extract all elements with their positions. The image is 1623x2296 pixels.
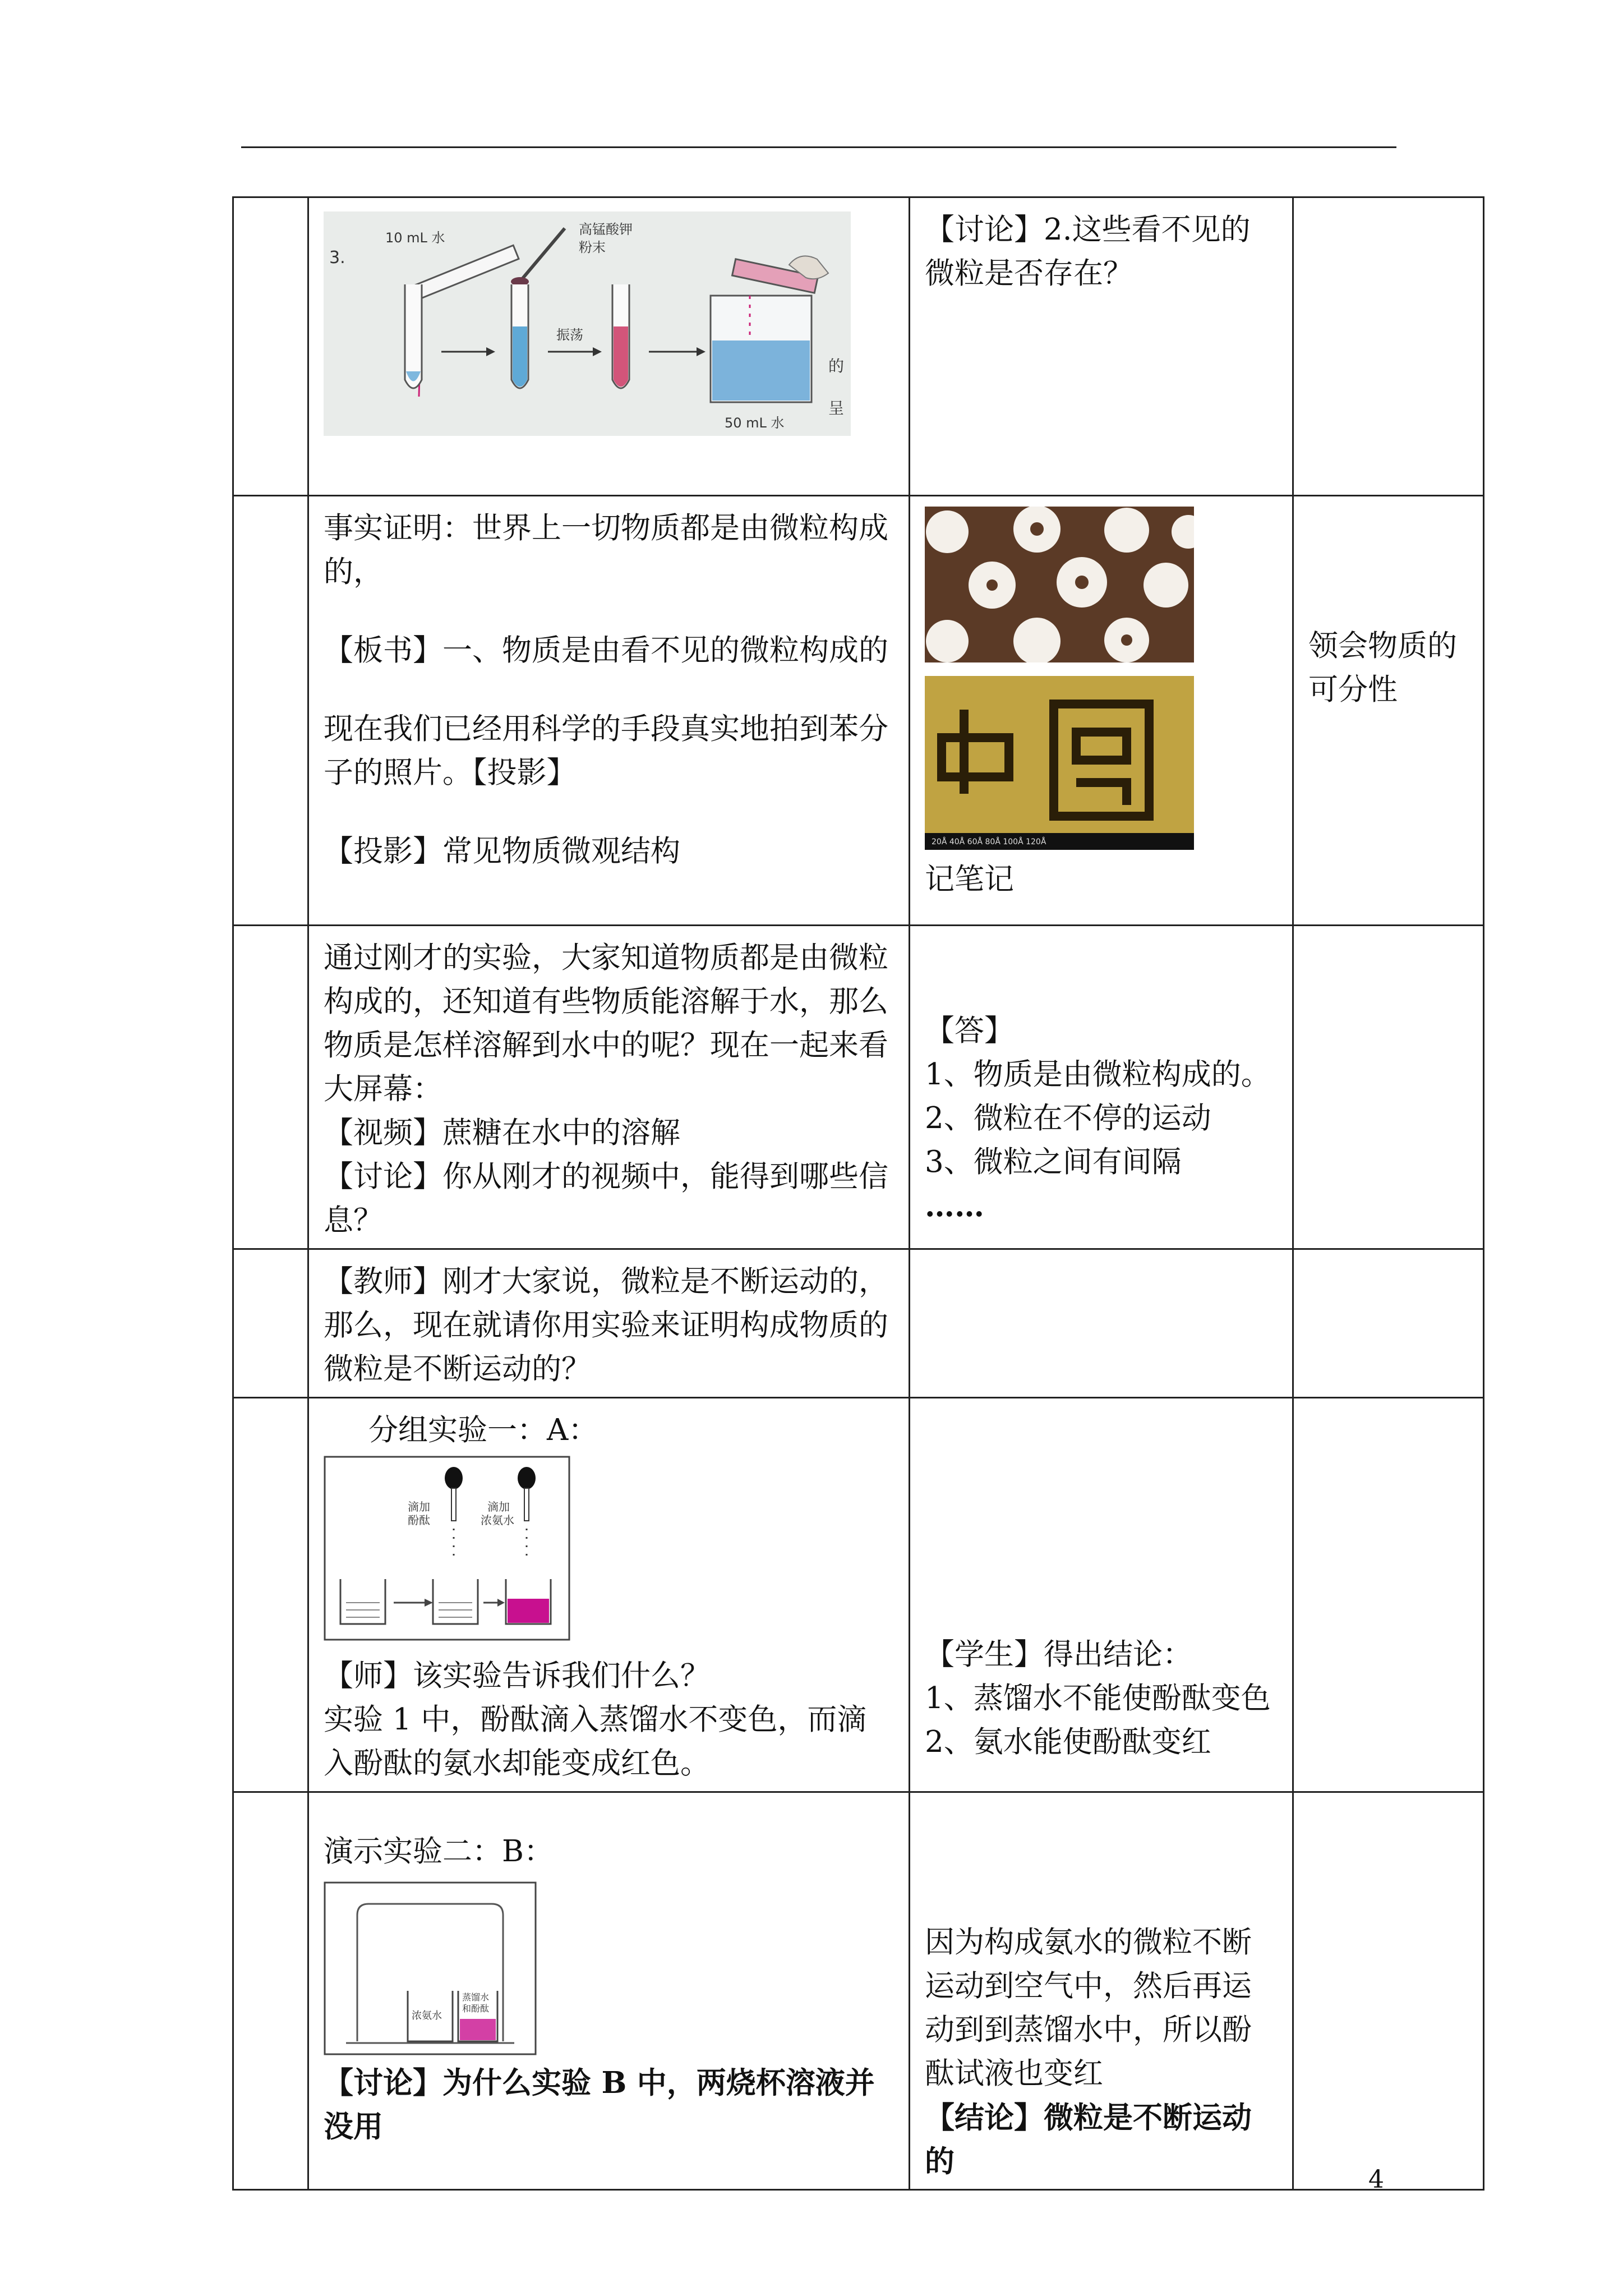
experiment-one-title: 分组实验一：A：: [368, 1413, 598, 1447]
beaker-label-phenol: 蒸馏水和酚酞: [462, 1992, 490, 2014]
fact-statement: 事实证明：世界上一切物质都是由微粒构成的，: [324, 511, 888, 589]
stage-cell: [233, 496, 308, 926]
discussion-question-b: 【讨论】为什么实验 B 中，两烧杯溶液并没用: [324, 2065, 875, 2144]
discussion-question: 【讨论】2.这些看不见的微粒是否存在？: [925, 213, 1251, 291]
teaching-intent: 领会物质的可分性: [1308, 629, 1457, 707]
table-row: [233, 197, 1484, 496]
teacher-cell: [308, 496, 910, 926]
experiment-one-explanation: 实验 1 中，酚酞滴入蒸馏水不变色，而滴入酚酞的氨水却能变成红色。: [324, 1703, 867, 1780]
transition-text: 通过刚才的实验，大家知道物质都是由微粒构成的，还知道有些物质能溶解于水，那么物质是怎样溶解到水中的呢？现在一起来看大屏幕：: [324, 941, 888, 1106]
student-conclusion-1: 1、蒸馏水不能使酚酞变色: [925, 1681, 1271, 1715]
table-row: [233, 1398, 1484, 1792]
conclusion-b: 【结论】微粒是不断运动的: [925, 2100, 1252, 2179]
teacher-cell: [308, 1398, 910, 1792]
photo-scale: 20Å 40Å 60Å 80Å 100Å 120Å: [932, 838, 1046, 846]
page-number: 4: [1368, 2165, 1384, 2194]
answer-point-2: 2、微粒在不停的运动: [925, 1101, 1211, 1135]
cut-text-1: 的: [828, 357, 845, 375]
teacher-cell: [308, 197, 910, 496]
student-cell: [910, 197, 1293, 496]
water-label: 10 mL 水: [385, 230, 445, 246]
intent-cell: [1293, 496, 1484, 926]
stage-cell: [233, 197, 308, 496]
benzene-photo-text: 现在我们已经用科学的手段真实地拍到苯分子的照片。【投影】: [324, 712, 888, 790]
stage-cell: [233, 926, 308, 1249]
table-row: [233, 926, 1484, 1249]
permanganate-dissolution-figure: [324, 211, 851, 436]
reagent-label-1: 高锰酸钾: [579, 222, 633, 237]
student-cell: [910, 1398, 1293, 1792]
stage-cell: [233, 1249, 308, 1398]
answer-label: 【答】: [925, 1014, 1014, 1048]
table-row: [233, 496, 1484, 926]
intent-cell: [1293, 1792, 1484, 2190]
figure-number: 3.: [329, 248, 345, 268]
table-row: [233, 1792, 1484, 2190]
teacher-cell: [308, 1249, 910, 1398]
intent-cell: [1293, 1249, 1484, 1398]
shake-label: 振荡: [556, 327, 583, 343]
reagent-label-2: 粉末: [579, 240, 606, 255]
experiment-two-title: 演示实验二：B：: [324, 1834, 554, 1869]
experiment-b-diagram: [324, 1881, 537, 2055]
student-conclusion-2: 2、氨水能使酚酞变红: [925, 1725, 1211, 1759]
intent-cell: [1293, 197, 1484, 496]
intent-cell: [1293, 1398, 1484, 1792]
lesson-table: [232, 196, 1484, 2191]
blackboard-note: 【板书】一、物质是由看不见的微粒构成的: [324, 633, 888, 668]
teacher-question-a: 【师】该实验告诉我们什么？: [324, 1659, 710, 1693]
student-conclusion-label: 【学生】得出结论：: [925, 1637, 1192, 1672]
teacher-cell: [308, 1792, 910, 2190]
experiment-a-diagram: [324, 1456, 570, 1641]
student-cell: [910, 926, 1293, 1249]
discussion-prompt: 【讨论】你从刚才的视频中，能得到哪些信息？: [324, 1159, 888, 1237]
table-row: [233, 1249, 1484, 1398]
teacher-question: 【教师】刚才大家说，微粒是不断运动的，那么，现在就请你用实验来证明构成物质的微粒是不断运动的？: [324, 1264, 888, 1386]
header-rule: [241, 146, 1396, 148]
cut-text-2: 呈: [828, 399, 845, 417]
student-cell: [910, 496, 1293, 926]
teacher-cell: [308, 926, 910, 1249]
video-note: 【视频】蔗糖在水中的溶解: [324, 1116, 680, 1150]
intent-cell: [1293, 926, 1484, 1249]
student-explanation-b: 因为构成氨水的微粒不断运动到空气中，然后再运动到到蒸馏水中，所以酚酞试液也变红: [925, 1925, 1252, 2091]
benzene-molecule-photo: [925, 507, 1194, 662]
beaker-label-ammonia: 浓氨水: [412, 2010, 442, 2022]
beaker-label: 50 mL 水: [725, 415, 785, 431]
dropper-label-2: 滴加浓氨水: [481, 1500, 514, 1527]
answer-point-3: 3、微粒之间有间隔: [925, 1145, 1182, 1179]
answer-ellipsis: ……: [925, 1189, 984, 1223]
answer-point-1: 1、物质是由微粒构成的。: [925, 1057, 1271, 1092]
student-cell: [910, 1792, 1293, 2190]
take-notes: 记笔记: [925, 862, 1014, 896]
stm-atoms-photo: [925, 676, 1194, 850]
stage-cell: [233, 1792, 308, 2190]
projection-note: 【投影】常见物质微观结构: [324, 834, 680, 868]
student-cell: [910, 1249, 1293, 1398]
dropper-label-1: 滴加酚酞: [408, 1500, 430, 1527]
stage-cell: [233, 1398, 308, 1792]
